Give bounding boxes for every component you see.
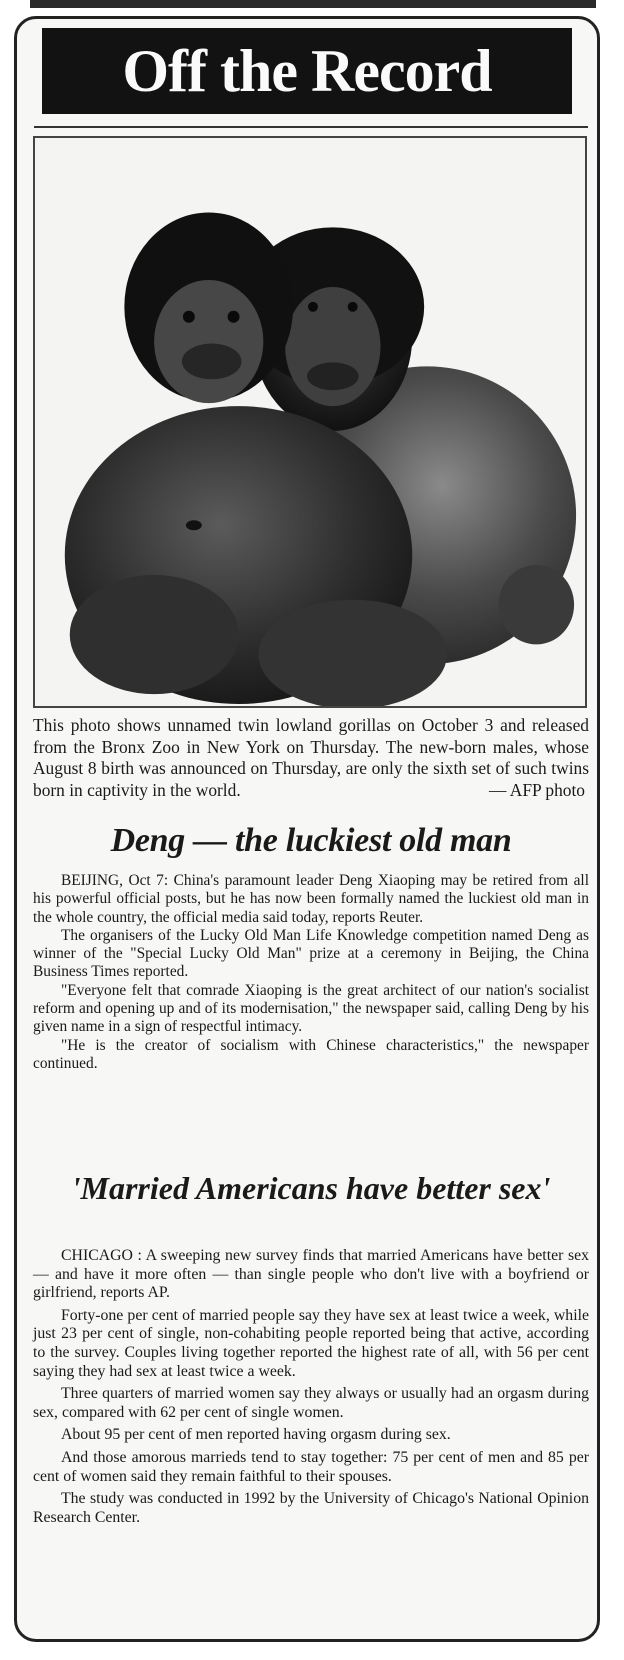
story-deng-headline: Deng — the luckiest old man [110,822,512,859]
story-deng-paragraph: "He is the creator of socialism with Chinese characteristics," the newspaper continued. [33,1036,589,1072]
story-deng-paragraph: "Everyone felt that comrade Xiaoping is the great architect of our nation's socialist reform and opening up and of its modernisation," the newspaper said, calling Deng by his given name in a sign of respectful intimacy. [33,981,589,1036]
story-married-paragraph: The study was conducted in 1992 by the University of Chicago's National Opinion Research Center. [33,1490,589,1526]
story-married-headline: 'Married Americans have better sex' [71,1170,551,1206]
story-married-paragraph: CHICAGO : A sweeping new survey finds that married Americans have better sex — and have it more often — than single people who don't live with a boyfriend or girlfriend, reports AP. [33,1247,589,1302]
photo-caption-text: This photo shows unnamed twin lowland gorillas on October 3 and released from the Bronx Zoo in New York on Thursday. The new-born males, whose August 8 birth was announced on Thursday, are only the sixth set of such twins born in captivity in the world. [33,715,589,800]
story-married-paragraph: Forty-one per cent of married people say they have sex at least twice a week, while just 23 per cent of single, non-cohabiting people reported being that active, according to the survey. Couples living together reported the highest rate of all, with 56 per cent saying they had sex at least twice a week. [33,1306,589,1380]
masthead-title: Off the Record [42,28,572,114]
gorillas-illustration [35,138,585,706]
gorilla-photo [33,136,587,708]
photo-caption [33,715,589,802]
story-married-paragraph: Three quarters of married women say they always or usually had an orgasm during sex, compared with 62 per cent of single women. [33,1385,589,1421]
story-deng-paragraph: BEIJING, Oct 7: China's paramount leader Deng Xiaoping may be retired from all his powerful official posts, but he has now been formally named the luckiest old man in the whole country, the official media said today, reports Reuter. [33,872,589,926]
masthead-rule [34,126,588,128]
story-married-paragraph: And those amorous marrieds tend to stay together: 75 per cent of men and 85 per cent of women said they remain faithful to their spouses. [33,1448,589,1485]
story-married-paragraph: About 95 per cent of men reported having orgasm during sex. [61,1426,451,1444]
story-married-body [33,1247,589,1531]
story-deng-paragraph: The organisers of the Lucky Old Man Life Knowledge competition named Deng as winner of the "Special Lucky Old Man" prize at a ceremony in Beijing, the China Business Times reported. [33,926,589,981]
page-top-rule [30,0,596,8]
photo-credit: — AFP photo [489,780,585,800]
story-deng-body [33,872,589,1073]
